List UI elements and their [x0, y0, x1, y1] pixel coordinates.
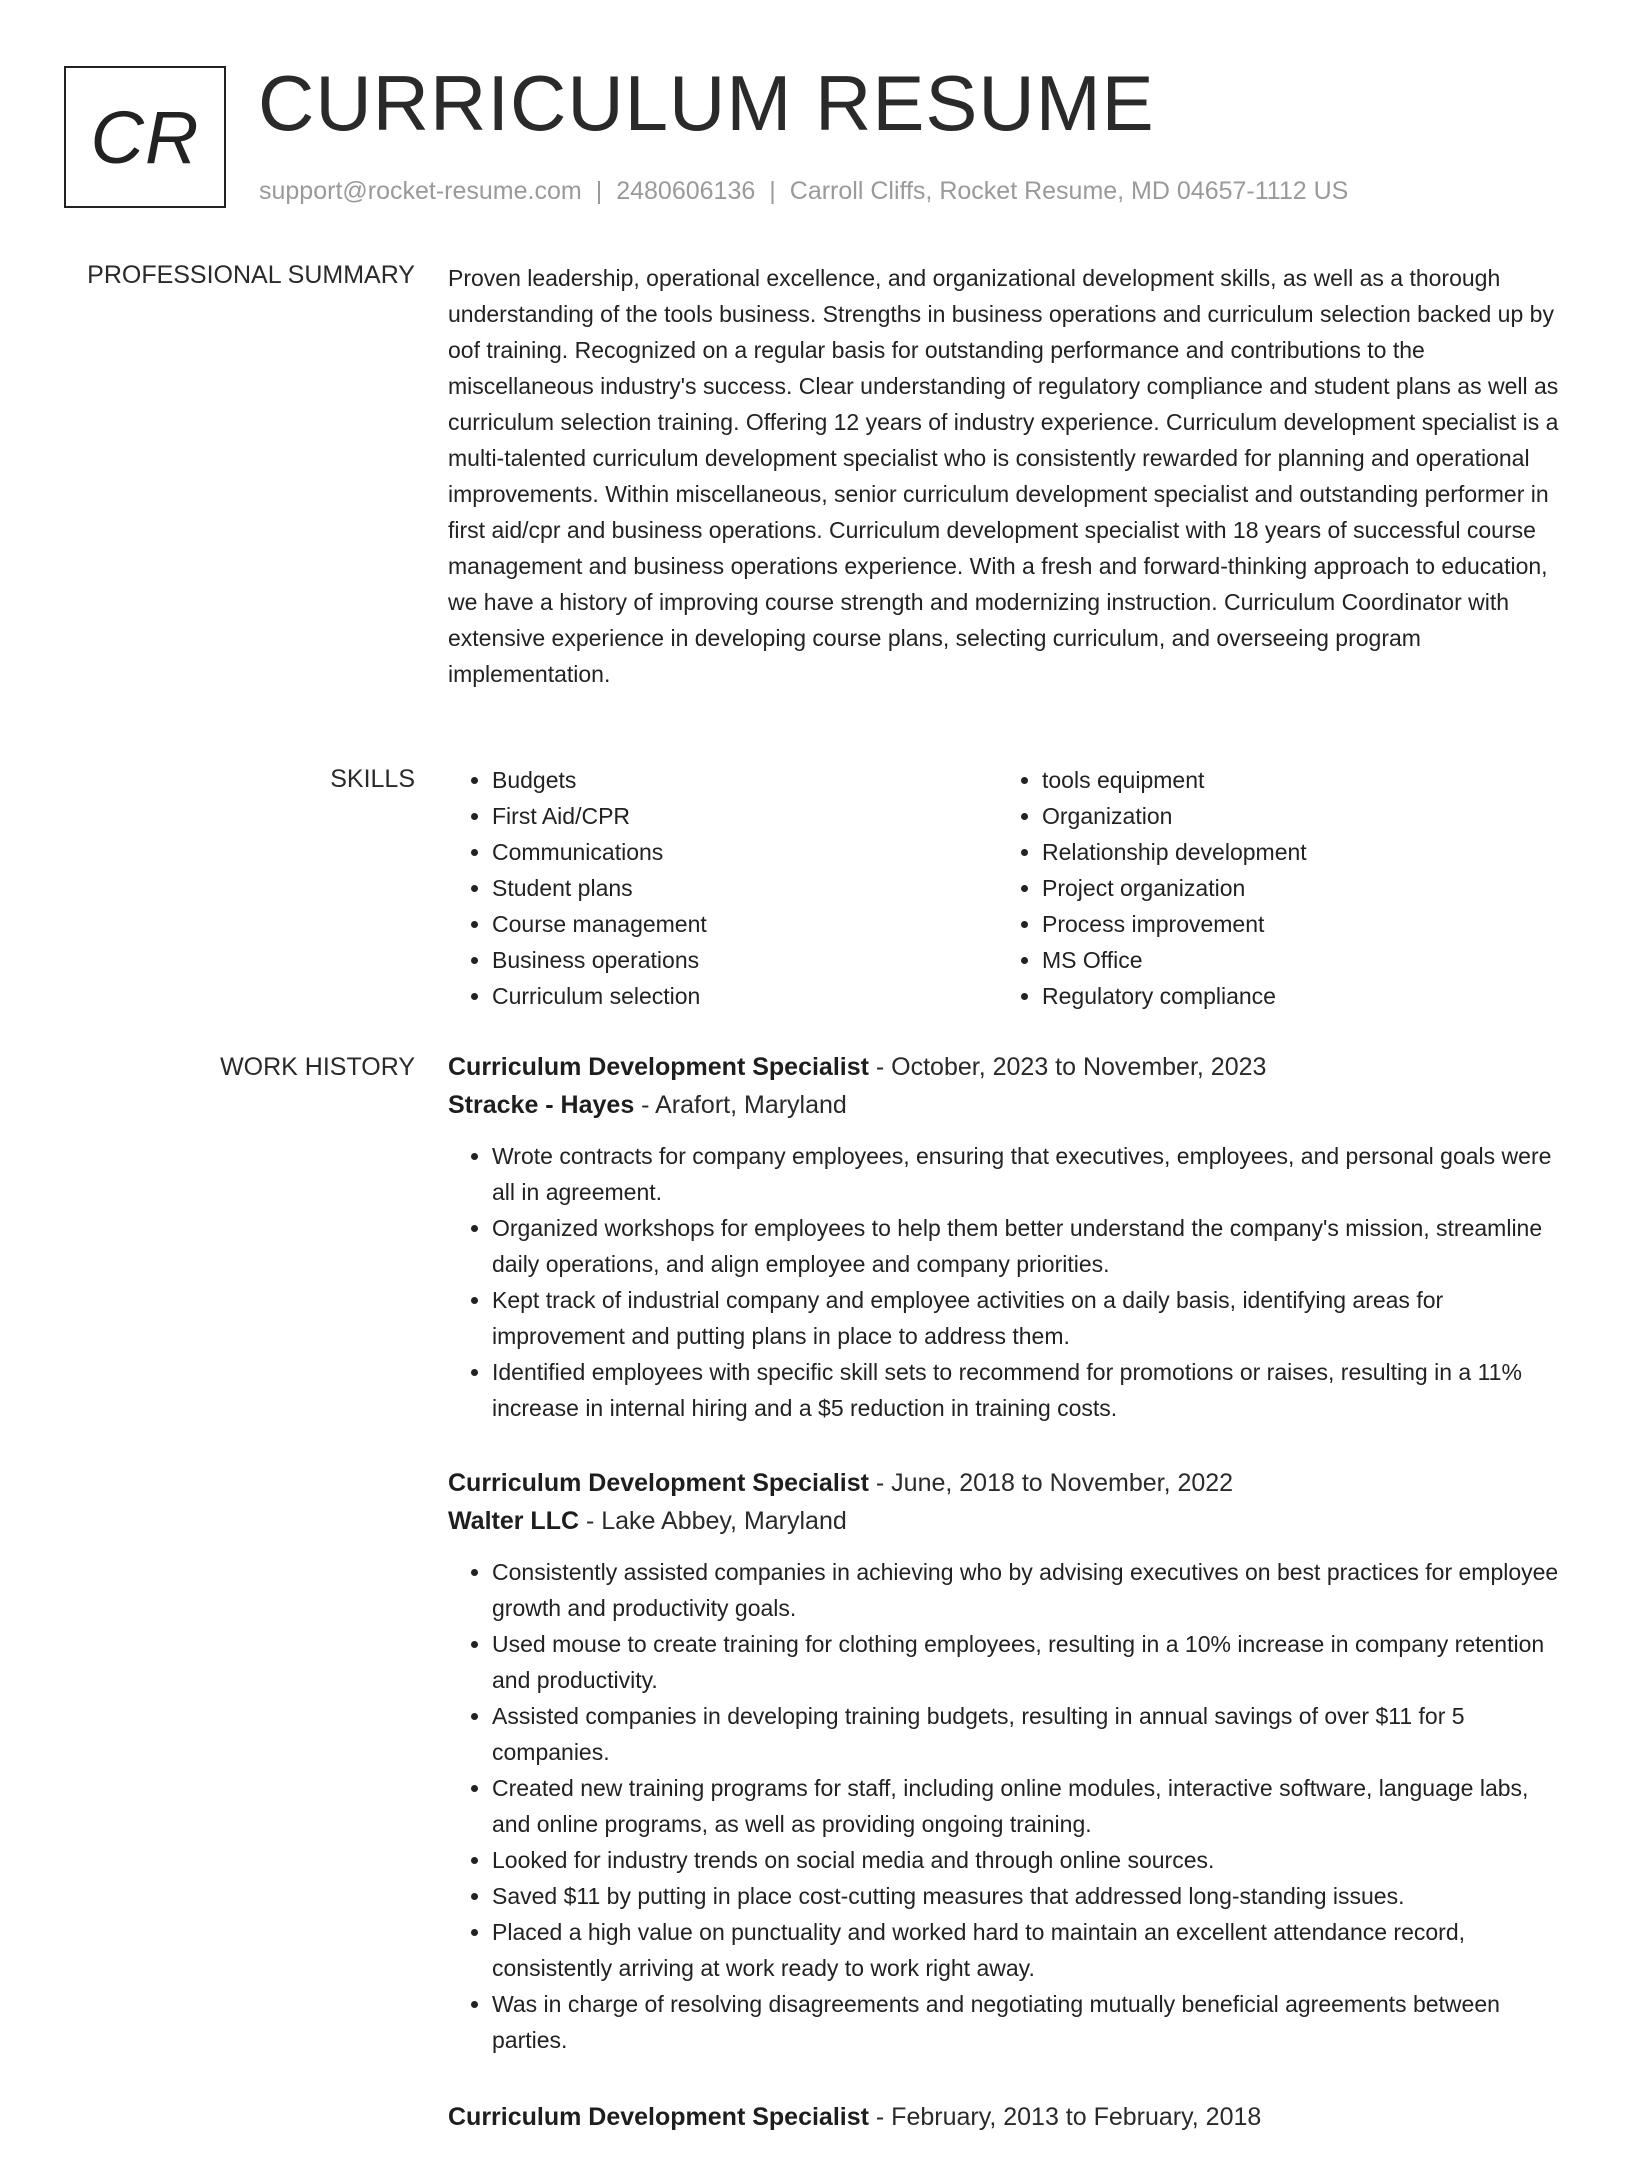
job-bullet: • Assisted companies in developing training budgets, resulting in annual savings of over $11 for 5 companies.: [492, 1698, 1568, 1770]
skill-item: • tools equipment: [1042, 762, 1562, 798]
job-bullet: • Created new training programs for staff, including online modules, interactive software, language labs, and online programs, as well as providing ongoing training.: [492, 1770, 1568, 1842]
job-title-line: [448, 2098, 1568, 2136]
resume-title: CURRICULUM RESUME: [258, 59, 1155, 147]
skill-item: • Regulatory compliance: [1042, 978, 1562, 1014]
job-company: Stracke - Hayes: [448, 1091, 635, 1119]
skill-item: • Budgets: [492, 762, 998, 798]
job-dates: - February, 2013 to February, 2018: [868, 2103, 1262, 2131]
job-title: Curriculum Development Specialist: [448, 1053, 869, 1081]
skill-item: • Relationship development: [1042, 834, 1562, 870]
job-title-line: [448, 1048, 1568, 1086]
skill-item: • MS Office: [1042, 942, 1562, 978]
job-bullet: • Kept track of industrial company and employee activities on a daily basis, identifying areas for improvement and putting plans in place to address them.: [492, 1282, 1568, 1354]
skills-heading: SKILLS: [330, 765, 415, 793]
skills-grid: [448, 762, 1568, 1014]
job-bullet: • Was in charge of resolving disagreements and negotiating mutually beneficial agreements between parties.: [492, 1986, 1568, 2058]
skill-item: • Organization: [1042, 798, 1562, 834]
job-bullet: • Organized workshops for employees to help them better understand the company's mission, streamline daily operations, and align employee and company priorities.: [492, 1210, 1568, 1282]
skill-item: • Process improvement: [1042, 906, 1562, 942]
skill-item: • Business operations: [492, 942, 998, 978]
contact-line: [259, 174, 1348, 208]
skill-item: • Communications: [492, 834, 998, 870]
job-bullet: • Identified employees with specific skill sets to recommend for promotions or raises, resulting in a 11% increase in internal hiring and a $5 reduction in training costs.: [492, 1354, 1568, 1426]
skills-list-right: [998, 762, 1562, 1014]
work-history-heading: WORK HISTORY: [220, 1053, 415, 1081]
skill-item: • Curriculum selection: [492, 978, 998, 1014]
contact-separator: |: [595, 177, 603, 205]
skill-item: • Project organization: [1042, 870, 1562, 906]
job-dates: - June, 2018 to November, 2022: [868, 1469, 1234, 1497]
job-bullets: [448, 1138, 1568, 1426]
job-entry: [448, 1464, 1568, 2058]
job-title: Curriculum Development Specialist: [448, 1469, 869, 1497]
job-bullet: • Consistently assisted companies in achieving who by advising executives on best practices for employee growth and productivity goals.: [492, 1554, 1568, 1626]
job-bullet: • Saved $11 by putting in place cost-cutting measures that addressed long-standing issues.: [492, 1878, 1568, 1914]
job-entry: [448, 2098, 1568, 2136]
job-title: Curriculum Development Specialist: [448, 2103, 869, 2131]
skill-item: • First Aid/CPR: [492, 798, 998, 834]
job-dates: - October, 2023 to November, 2023: [868, 1053, 1267, 1081]
job-location: - Lake Abbey, Maryland: [579, 1507, 847, 1535]
summary-text: Proven leadership, operational excellence, and organizational development skills, as well as a thorough understanding of the tools business. Strengths in business operations and curriculum selection backed up by oof training. Recognized on a regular basis for outstanding performance and contributions to the miscellaneous industry's success. Clear understanding of regulatory compliance and student plans as well as curriculum selection training. Offering 12 years of industry experience. Curriculum development specialist is a multi-talented curriculum development specialist who is consistently rewarded for planning and operational improvements. Within miscellaneous, senior curriculum development specialist and outstanding performer in first aid/cpr and business operations. Curriculum development specialist with 18 years of successful course management and business operations experience. With a fresh and forward-thinking approach to education, we have a history of improving course strength and modernizing instruction. Curriculum Coordinator with extensive experience in developing course plans, selecting curriculum, and overseeing program implementation.: [448, 265, 1559, 687]
contact-separator: |: [769, 177, 776, 205]
skills-list-left: [448, 762, 998, 1014]
job-bullet: • Used mouse to create training for clothing employees, resulting in a 10% increase in company retention and productivity.: [492, 1626, 1568, 1698]
job-entry: [448, 1048, 1568, 1426]
job-company-line: [448, 1502, 1568, 1540]
job-bullet: • Looked for industry trends on social media and through online sources.: [492, 1842, 1568, 1878]
job-location: - Arafort, Maryland: [634, 1091, 847, 1119]
monogram-logo: CR: [64, 66, 226, 208]
job-company: Walter LLC: [448, 1507, 580, 1535]
job-company-line: [448, 1086, 1568, 1124]
address: Carroll Cliffs, Rocket Resume, MD 04657-1112 US: [789, 177, 1349, 205]
job-bullet: • Placed a high value on punctuality and worked hard to maintain an excellent attendance record, consistently arriving at work ready to work right away.: [492, 1914, 1568, 1986]
summary-heading: PROFESSIONAL SUMMARY: [87, 261, 415, 289]
skill-item: • Course management: [492, 906, 998, 942]
job-bullet: • Wrote contracts for company employees, ensuring that executives, employees, and personal goals were all in agreement.: [492, 1138, 1568, 1210]
email-link[interactable]: support@rocket-resume.com: [259, 177, 582, 205]
phone-number[interactable]: 2480606136: [616, 177, 756, 205]
skill-item: • Student plans: [492, 870, 998, 906]
job-title-line: [448, 1464, 1568, 1502]
job-bullets: [448, 1554, 1568, 2058]
